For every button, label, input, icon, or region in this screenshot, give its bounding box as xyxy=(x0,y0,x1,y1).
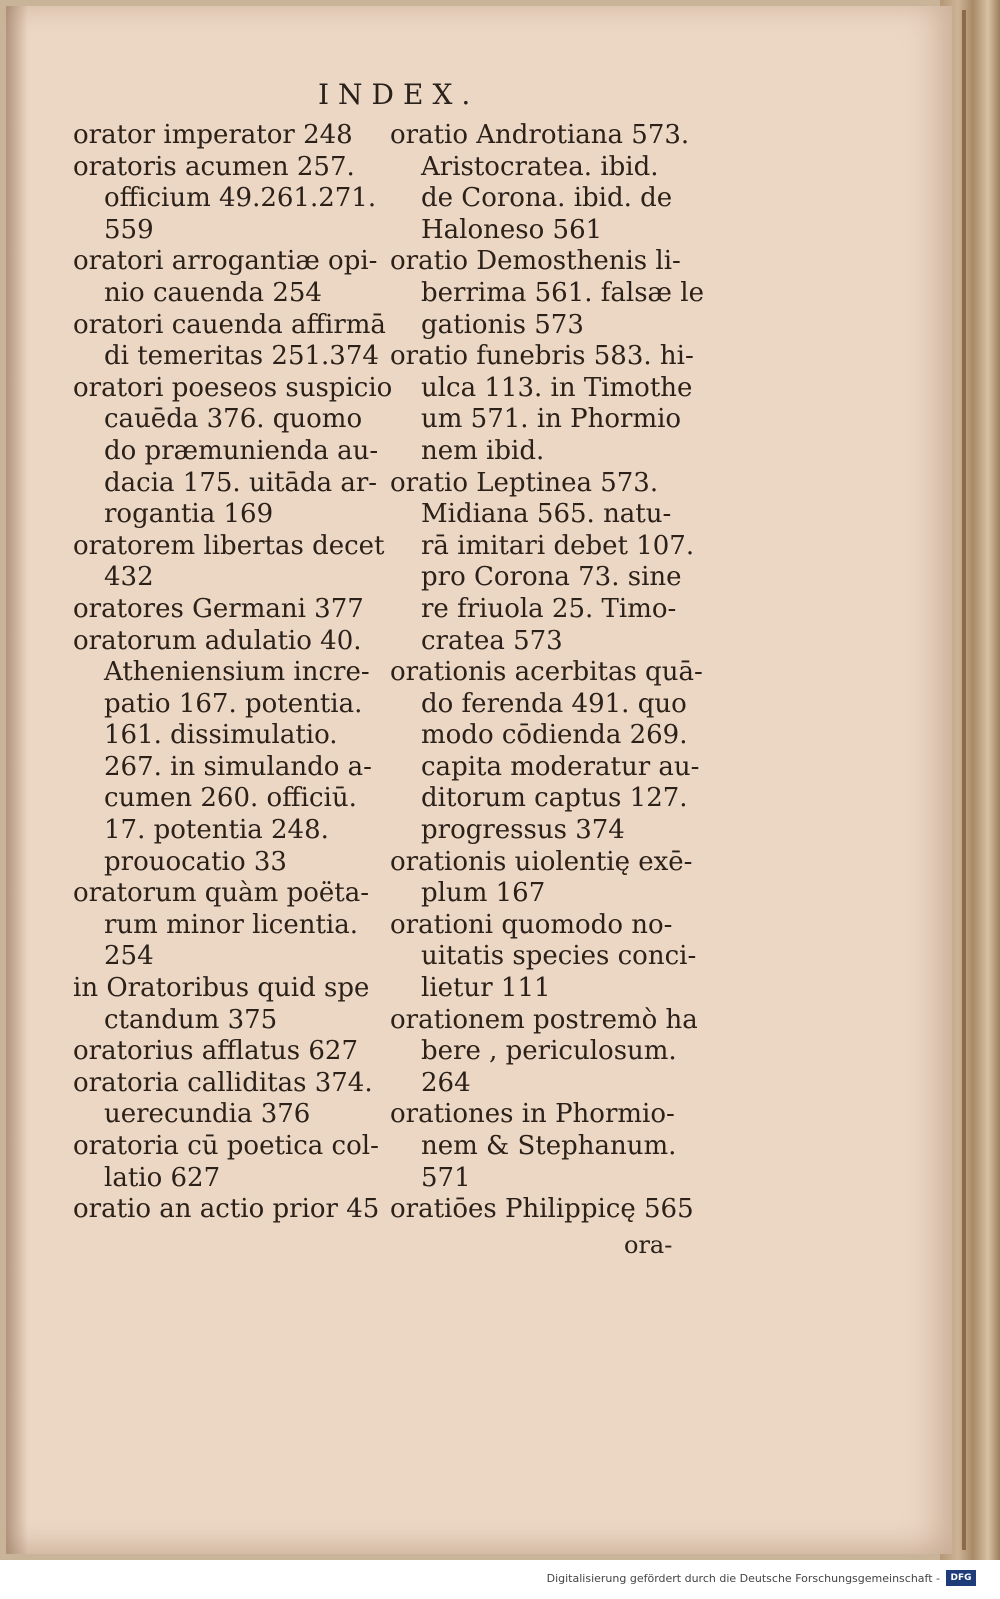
index-entry-line: 267. in simulando a- xyxy=(104,751,372,782)
index-entry-line: oratio funebris 583. hi- xyxy=(390,341,694,372)
index-entry-line: 559 xyxy=(104,214,154,245)
index-entry-line: modo cōdienda 269. xyxy=(421,720,688,751)
index-entry-line: in Oratoribus quid spe xyxy=(73,973,370,1004)
index-entry-line: de Corona. ibid. de xyxy=(421,183,673,214)
index-entry-line: oratori cauenda affirmā xyxy=(73,309,386,340)
index-entry-line: uitatis species conci- xyxy=(421,941,697,972)
index-entry-line: um 571. in Phormio xyxy=(421,404,682,435)
index-entry-line: oratoris acumen 257. xyxy=(73,151,355,182)
index-entry-line: orationem postremò ha xyxy=(390,1004,698,1035)
book-edge-line xyxy=(962,10,966,1550)
index-entry-line: ctandum 375 xyxy=(104,1004,278,1035)
footer-credit: Digitalisierung gefördert durch die Deutsche Forschungsgemeinschaft - xyxy=(546,1572,940,1585)
index-entry-line: di temeritas 251.374 xyxy=(104,341,379,372)
catchword: ora- xyxy=(624,1231,673,1259)
index-entry-line: Halonesо 561 xyxy=(421,214,603,245)
index-entry-line: ditorum captus 127. xyxy=(421,783,688,814)
index-entry-line: 432 xyxy=(104,562,154,593)
index-entry-line: oratorum quàm poëta- xyxy=(73,878,370,909)
index-entry-line: orationi quomodo no- xyxy=(390,909,673,940)
index-entry-line: ulca 113. in Timothe xyxy=(421,372,693,403)
index-entry-line: berrima 561. falsæ le xyxy=(421,277,704,308)
left-index-column xyxy=(73,120,393,1226)
index-entry-line: progressus 374 xyxy=(421,815,625,846)
spine-shadow xyxy=(6,6,28,1554)
index-entry-line: nem & Stephanum. xyxy=(421,1131,677,1161)
right-index-column xyxy=(390,120,704,1226)
index-entry-line: oratio an actio prior 45 xyxy=(73,1194,380,1225)
index-entry-line: 254 xyxy=(104,941,154,972)
index-entry-line: oratorum adulatio 40. xyxy=(73,625,362,656)
index-entry-line: oratores Germani 377 xyxy=(73,593,364,624)
index-entry-line: rā imitari debet 107. xyxy=(421,530,695,561)
index-entry-line: gationis 573 xyxy=(421,309,584,340)
index-entry-line: rum minor licentia. xyxy=(104,909,359,940)
index-entry-line: orator imperator 248 xyxy=(73,120,353,150)
index-entry-line: oratorius afflatus 627 xyxy=(73,1036,358,1067)
page-header: INDEX. xyxy=(318,78,480,111)
index-entry-line: oratori arrogantiæ opi- xyxy=(73,246,378,277)
index-entry-line: do ferenda 491. quo xyxy=(421,688,687,719)
dfg-logo: DFG xyxy=(946,1570,976,1586)
index-entry-line: cauēda 376. quomo xyxy=(104,404,363,435)
index-entry-line: oratiōes Philippicę 565 xyxy=(390,1194,694,1225)
index-entry-line: 264 xyxy=(421,1067,471,1098)
index-entry-line: plum 167 xyxy=(421,878,546,909)
index-entry-line: oratorem libertas decet xyxy=(73,530,385,561)
index-entry-line: oratoria calliditas 374. xyxy=(73,1067,373,1098)
index-entry-line: cumen 260. officiū. xyxy=(104,783,357,814)
index-entry-line: do præmunienda au- xyxy=(104,435,379,466)
index-entry-line: 17. potentia 248. xyxy=(104,815,329,846)
index-entry-line: orationes in Phormio- xyxy=(390,1099,675,1130)
index-entry-line: Midiana 565. natu- xyxy=(421,499,672,530)
index-entry-line: cratea 573 xyxy=(421,625,563,656)
index-entry-line: oratio Androtiana 573. xyxy=(390,120,690,150)
index-entry-line: officium 49.261.271. xyxy=(104,183,377,214)
index-entry-line: orationis acerbitas quā- xyxy=(390,657,703,688)
index-entry-line: oratio Leptinea 573. xyxy=(390,467,659,498)
index-entry-line: prouocatio 33 xyxy=(104,846,287,877)
index-entry-line: re friuola 25. Timo- xyxy=(421,593,677,624)
index-entry-line: nio cauenda 254 xyxy=(104,277,322,308)
index-entry-line: Atheniensium incre- xyxy=(104,657,370,688)
index-entry-line: latio 627 xyxy=(104,1162,221,1193)
index-entry-line: pro Corona 73. sine xyxy=(421,562,682,593)
index-entry-line: oratio Demosthenis li- xyxy=(390,246,681,277)
index-entry-line: dacia 175. uitāda ar- xyxy=(104,467,378,498)
index-entry-line: patio 167. potentia. xyxy=(104,688,363,719)
digitization-footer xyxy=(0,1560,1000,1599)
index-entry-line: uerecundia 376 xyxy=(104,1099,311,1130)
index-entry-line: 571 xyxy=(421,1162,471,1193)
index-entry-line: lietur 111 xyxy=(421,973,551,1004)
index-entry-line: nem ibid. xyxy=(421,435,545,466)
index-entry-line: capita moderatur au- xyxy=(421,751,700,782)
index-entry-line: rogantia 169 xyxy=(104,499,274,530)
index-entry-line: Aristocratea. ibid. xyxy=(421,151,659,182)
index-entry-line: oratoria cū poetica col- xyxy=(73,1131,379,1161)
index-entry-line: 161. dissimulatio. xyxy=(104,720,338,751)
index-entry-line: oratori poeseos suspicio xyxy=(73,372,393,403)
index-entry-line: bere , periculosum. xyxy=(421,1036,677,1067)
index-entry-line: orationis uiolentię exē- xyxy=(390,846,693,877)
